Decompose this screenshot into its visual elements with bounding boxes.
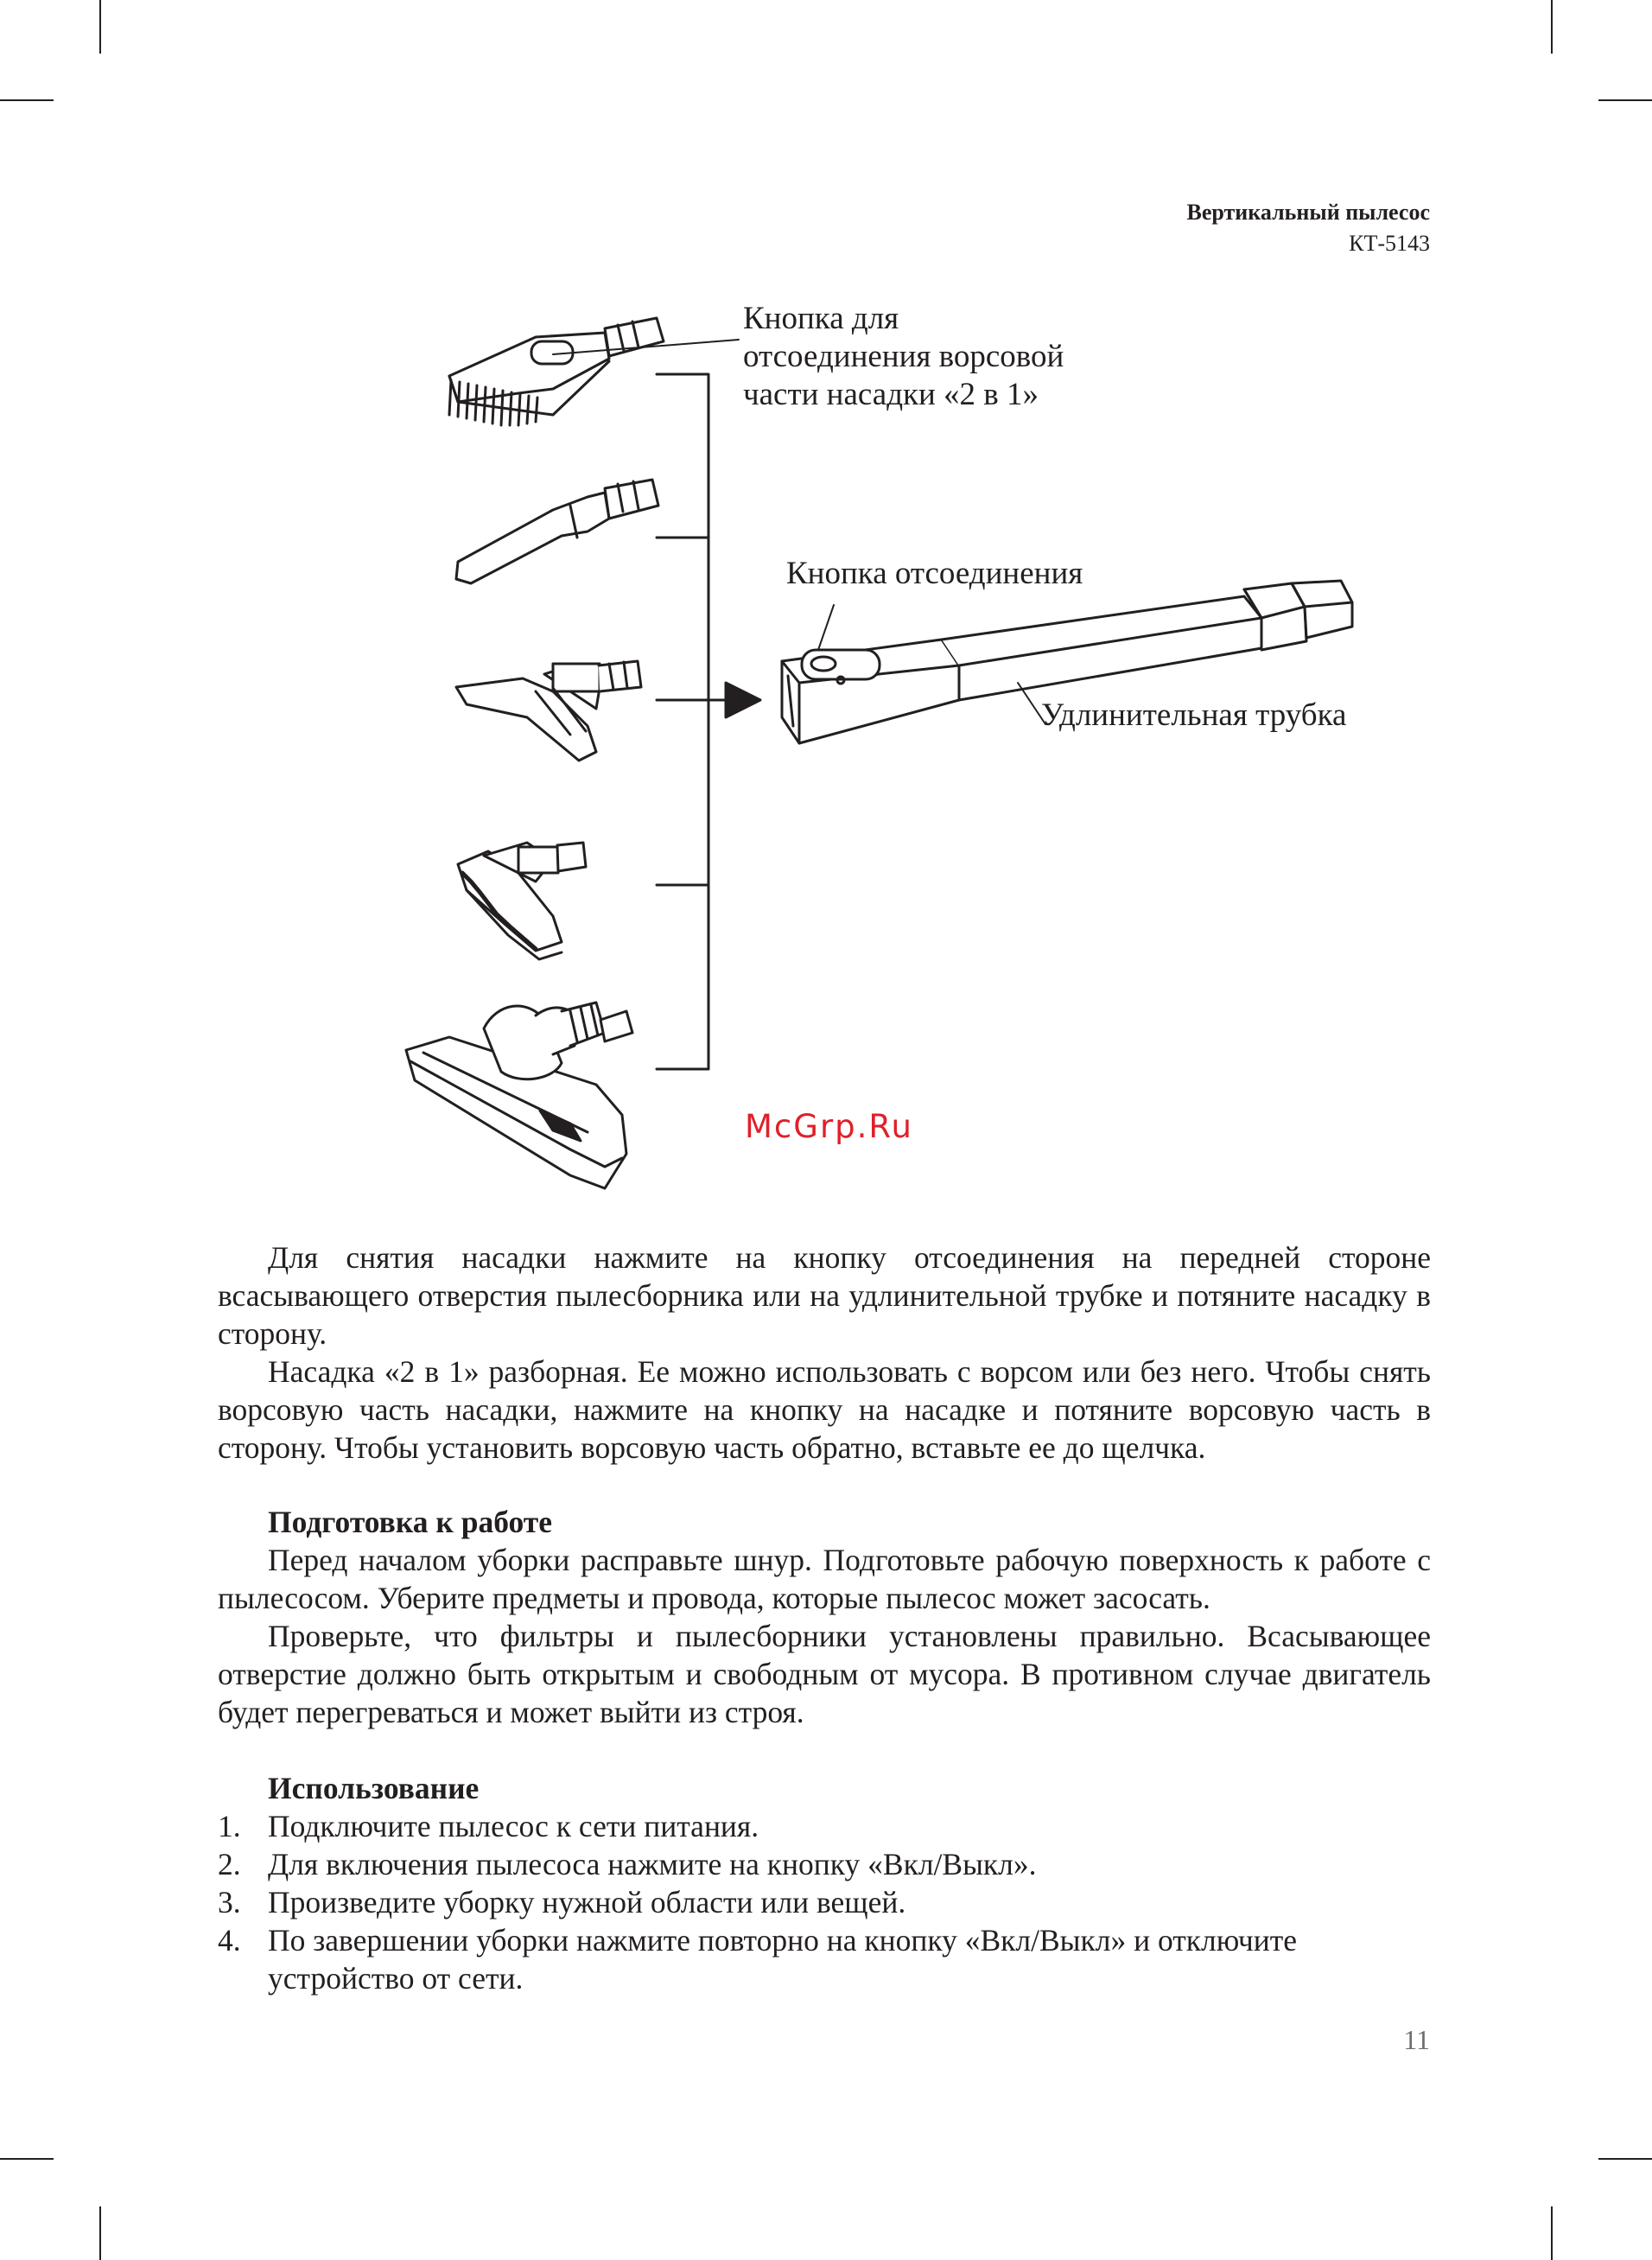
- list-item-text: По завершении уборки нажмите повторно на кнопку «Вкл/Выкл» и отключите устройство от сети.: [268, 1923, 1298, 1996]
- heading-usage: Использование: [268, 1771, 480, 1805]
- list-item-number: 2.: [218, 1847, 241, 1881]
- crevice-tool-illustration: [456, 480, 658, 583]
- floor-nozzle-illustration: [406, 1003, 632, 1188]
- callout-brush-button-line: отсоединения ворсовой: [743, 339, 1064, 374]
- crop-mark: [0, 2158, 54, 2160]
- list-item-number: 3.: [218, 1885, 241, 1919]
- page-number: 11: [1403, 2024, 1430, 2055]
- crop-mark: [1551, 2206, 1553, 2260]
- crop-mark: [1598, 2158, 1652, 2160]
- paragraph-detach: Для снятия насадки нажмите на кнопку отсоединения на передней стороне всасывающего отверстия пылесборника или на удлинительной трубке и потяните насадку в сторону.: [218, 1240, 1431, 1351]
- callout-release-button: Кнопка отсоединения: [786, 556, 1083, 591]
- section-usage: [218, 1769, 1431, 1997]
- header-title: Вертикальный пылесос: [1186, 200, 1430, 225]
- header-model: КТ-5143: [1349, 231, 1430, 256]
- list-item-text: Подключите пылесос к сети питания.: [268, 1809, 759, 1843]
- crop-mark: [99, 2206, 101, 2260]
- body-text-block: [218, 1238, 1431, 1467]
- usage-steps-list: [218, 1807, 1431, 1997]
- list-item: [218, 1921, 1431, 1997]
- list-item: [218, 1807, 1431, 1845]
- arrow-icon: [726, 683, 760, 717]
- list-item-number: 4.: [218, 1923, 241, 1958]
- watermark: McGrp.Ru: [745, 1108, 913, 1145]
- paragraph-prep-1: Перед началом уборки расправьте шнур. Подготовьте рабочую поверхность к работе с пылесосом. Уберите предметы и провода, которые пылесос может засосать.: [218, 1543, 1431, 1615]
- callout-brush-button-line: части насадки «2 в 1»: [743, 377, 1039, 412]
- list-item-number: 1.: [218, 1809, 241, 1843]
- section-preparation: [218, 1503, 1431, 1731]
- dusting-brush-illustration: [458, 843, 586, 959]
- callout-extension-tube: Удлинительная трубка: [1041, 697, 1347, 733]
- attachments-bracket: [657, 374, 760, 1069]
- paragraph-2in1: Насадка «2 в 1» разборная. Ее можно использовать с ворсом или без него. Чтобы снять ворсовую часть насадки, нажмите на кнопку на насадке и потяните ворсовую часть в сторону. Чтобы установить ворсовую часть обратно, вставьте ее до щелчка.: [218, 1354, 1431, 1465]
- list-item: [218, 1883, 1431, 1921]
- brush-2in1-nozzle-illustration: [449, 318, 664, 425]
- upholstery-nozzle-illustration: [456, 661, 641, 761]
- callout-brush-button-line: Кнопка для: [743, 301, 899, 336]
- list-item-text: Произведите уборку нужной области или вещей.: [268, 1885, 906, 1919]
- paragraph-prep-2: Проверьте, что фильтры и пылесборники установлены правильно. Всасывающее отверстие должно быть открытым и свободным от мусора. В противном случае двигатель будет перегреваться и может выйти из строя.: [218, 1619, 1431, 1729]
- heading-preparation: Подготовка к работе: [268, 1505, 552, 1539]
- list-item: [218, 1845, 1431, 1883]
- release-button-leader: [818, 605, 834, 650]
- callout-brush-button: [743, 300, 1064, 414]
- list-item-text: Для включения пылесоса нажмите на кнопку «Вкл/Выкл».: [268, 1847, 1037, 1881]
